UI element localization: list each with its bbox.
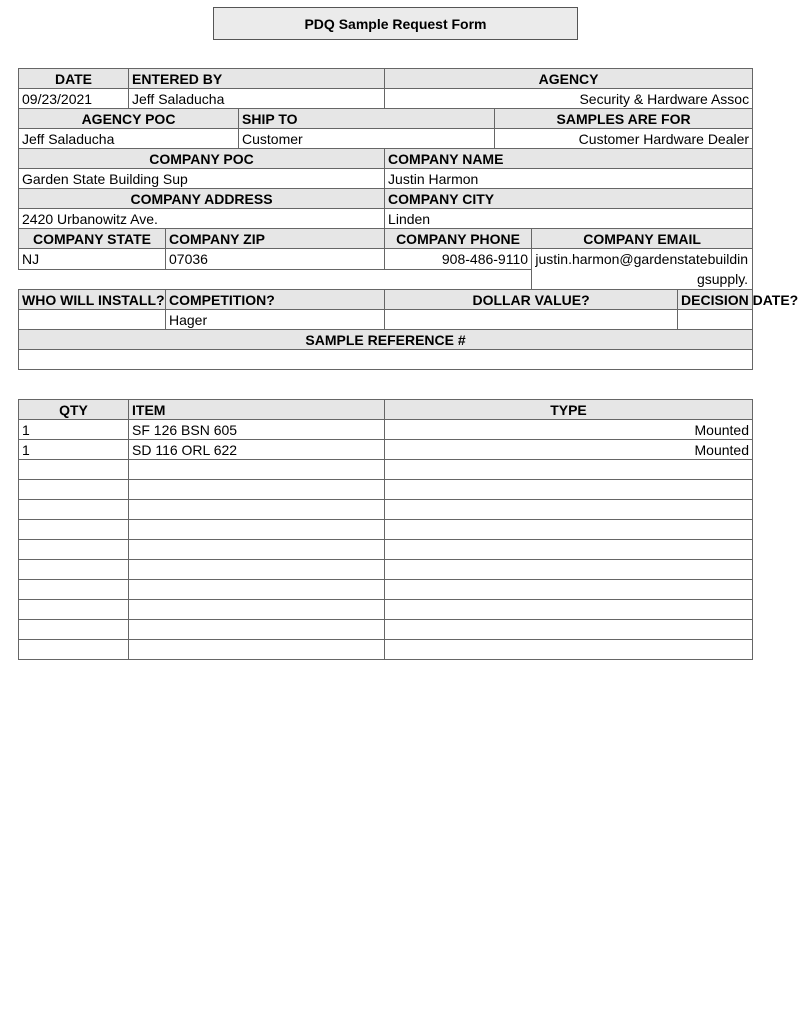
table-row xyxy=(19,500,753,520)
type-header: TYPE xyxy=(385,400,753,420)
form-title: PDQ Sample Request Form xyxy=(213,7,578,40)
table-row xyxy=(19,640,753,660)
qty-header: QTY xyxy=(19,400,129,420)
agency-value[interactable]: Security & Hardware Assoc xyxy=(385,89,753,109)
samples-for-label: SAMPLES ARE FOR xyxy=(495,109,753,129)
dollar-value-label: DOLLAR VALUE? xyxy=(385,290,678,310)
items-table xyxy=(18,399,753,660)
company-zip-label: COMPANY ZIP xyxy=(166,229,385,249)
company-phone-value[interactable]: 908-486-9110 xyxy=(385,249,532,270)
table-row xyxy=(19,520,753,540)
type-cell[interactable] xyxy=(385,540,753,560)
item-cell[interactable] xyxy=(129,580,385,600)
ship-to-label: SHIP TO xyxy=(239,109,495,129)
qty-cell[interactable] xyxy=(19,560,129,580)
table-row xyxy=(19,540,753,560)
decision-date-label: DECISION DATE? xyxy=(678,290,753,310)
table-row xyxy=(19,440,753,460)
agency-poc-label: AGENCY POC xyxy=(19,109,239,129)
company-name-value[interactable]: Justin Harmon xyxy=(385,169,753,189)
company-email-label: COMPANY EMAIL xyxy=(532,229,753,249)
type-cell[interactable] xyxy=(385,560,753,580)
item-cell[interactable] xyxy=(129,640,385,660)
qty-cell[interactable] xyxy=(19,540,129,560)
company-state-label: COMPANY STATE xyxy=(19,229,166,249)
type-cell[interactable] xyxy=(385,620,753,640)
company-city-value[interactable]: Linden xyxy=(385,209,753,229)
item-header: ITEM xyxy=(129,400,385,420)
company-address-value[interactable]: 2420 Urbanowitz Ave. xyxy=(19,209,385,229)
competition-label: COMPETITION? xyxy=(166,290,385,310)
table-row xyxy=(19,620,753,640)
agency-label: AGENCY xyxy=(385,69,753,89)
sample-reference-label: SAMPLE REFERENCE # xyxy=(19,330,753,350)
type-cell[interactable] xyxy=(385,580,753,600)
type-cell[interactable]: Mounted xyxy=(385,440,753,460)
qty-cell[interactable]: 1 xyxy=(19,420,129,440)
table-row xyxy=(19,460,753,480)
qty-cell[interactable] xyxy=(19,600,129,620)
item-cell[interactable] xyxy=(129,620,385,640)
company-poc-label: COMPANY POC xyxy=(19,149,385,169)
entered-by-label: ENTERED BY xyxy=(129,69,385,89)
who-install-label: WHO WILL INSTALL? xyxy=(19,290,166,310)
dollar-value-value[interactable] xyxy=(385,310,678,330)
date-label: DATE xyxy=(19,69,129,89)
type-cell[interactable] xyxy=(385,640,753,660)
date-value[interactable]: 09/23/2021 xyxy=(19,89,129,109)
company-state-value[interactable]: NJ xyxy=(19,249,166,270)
samples-for-value[interactable]: Customer Hardware Dealer xyxy=(495,129,753,149)
qty-cell[interactable] xyxy=(19,520,129,540)
item-cell[interactable]: SF 126 BSN 605 xyxy=(129,420,385,440)
company-phone-label: COMPANY PHONE xyxy=(385,229,532,249)
qty-cell[interactable] xyxy=(19,500,129,520)
table-row xyxy=(19,420,753,440)
type-cell[interactable] xyxy=(385,480,753,500)
agency-poc-value[interactable]: Jeff Saladucha xyxy=(19,129,239,149)
who-install-value[interactable] xyxy=(19,310,166,330)
table-row xyxy=(19,480,753,500)
item-cell[interactable] xyxy=(129,540,385,560)
type-cell[interactable] xyxy=(385,600,753,620)
qty-cell[interactable] xyxy=(19,640,129,660)
table-row xyxy=(19,580,753,600)
decision-date-value[interactable] xyxy=(678,310,753,330)
qty-cell[interactable] xyxy=(19,580,129,600)
ship-to-value[interactable]: Customer xyxy=(239,129,495,149)
competition-value[interactable]: Hager xyxy=(166,310,385,330)
item-cell[interactable] xyxy=(129,500,385,520)
qty-cell[interactable] xyxy=(19,480,129,500)
spacer-cell xyxy=(19,269,532,290)
item-cell[interactable] xyxy=(129,520,385,540)
type-cell[interactable] xyxy=(385,520,753,540)
company-address-label: COMPANY ADDRESS xyxy=(19,189,385,209)
table-row xyxy=(19,600,753,620)
type-cell[interactable]: Mounted xyxy=(385,420,753,440)
qty-cell[interactable] xyxy=(19,460,129,480)
item-cell[interactable] xyxy=(129,480,385,500)
item-cell[interactable]: SD 116 ORL 622 xyxy=(129,440,385,460)
type-cell[interactable] xyxy=(385,500,753,520)
qty-cell[interactable]: 1 xyxy=(19,440,129,460)
item-cell[interactable] xyxy=(129,460,385,480)
company-poc-value[interactable]: Garden State Building Sup xyxy=(19,169,385,189)
company-city-label: COMPANY CITY xyxy=(385,189,753,209)
entered-by-value[interactable]: Jeff Saladucha xyxy=(129,89,385,109)
item-cell[interactable] xyxy=(129,560,385,580)
company-email-value[interactable]: justin.harmon@gardenstatebuildingsupply. xyxy=(532,249,753,290)
type-cell[interactable] xyxy=(385,460,753,480)
qty-cell[interactable] xyxy=(19,620,129,640)
company-zip-value[interactable]: 07036 xyxy=(166,249,385,270)
item-cell[interactable] xyxy=(129,600,385,620)
sample-reference-value[interactable] xyxy=(19,350,753,370)
company-name-label: COMPANY NAME xyxy=(385,149,753,169)
table-row xyxy=(19,560,753,580)
request-info-table xyxy=(18,68,798,370)
